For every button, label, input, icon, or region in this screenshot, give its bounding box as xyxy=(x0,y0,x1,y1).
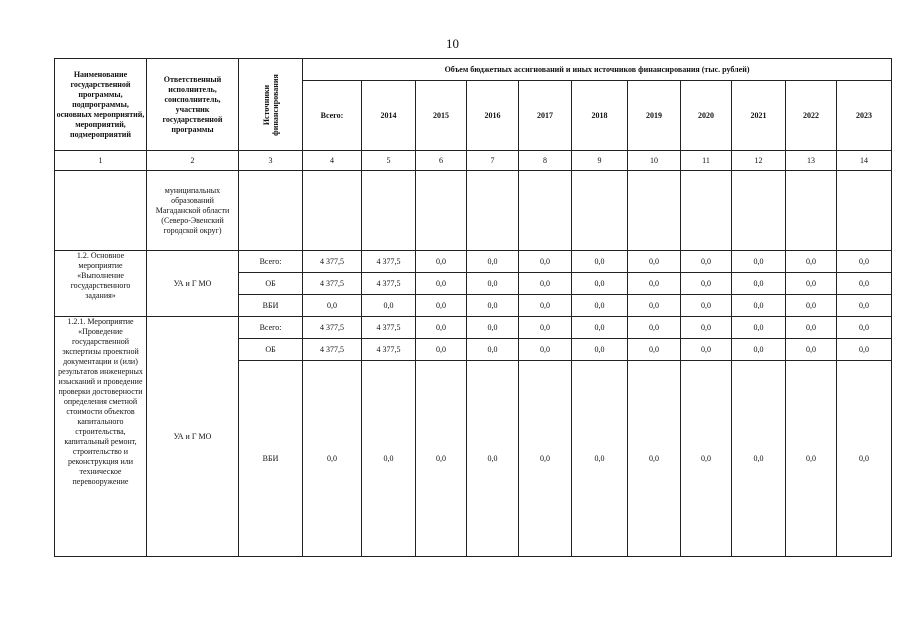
value-cell: 0,0 xyxy=(628,361,681,557)
header-total: Всего: xyxy=(303,81,362,151)
value-cell: 0,0 xyxy=(628,273,681,295)
header-year-2015: 2015 xyxy=(416,81,467,151)
value-cell: 0,0 xyxy=(681,295,732,317)
header-year-2017: 2017 xyxy=(519,81,572,151)
column-number: 3 xyxy=(239,151,303,171)
value-cell: 0,0 xyxy=(467,339,519,361)
header-financing-source xyxy=(239,59,303,151)
value-cell: 0,0 xyxy=(786,295,837,317)
value-cell: 0,0 xyxy=(732,361,786,557)
value-cell: 0,0 xyxy=(628,339,681,361)
value-cell: 0,0 xyxy=(837,361,892,557)
header-row-top xyxy=(55,59,892,81)
column-number: 12 xyxy=(732,151,786,171)
empty-cell xyxy=(519,171,572,251)
value-cell: 4 377,5 xyxy=(362,317,416,339)
header-budget-group: Объем бюджетных ассигнований и иных источников финансирования (тыс. рублей) xyxy=(303,59,892,81)
empty-cell xyxy=(681,171,732,251)
budget-table xyxy=(54,58,892,557)
value-cell: 0,0 xyxy=(837,339,892,361)
header-year-2023: 2023 xyxy=(837,81,892,151)
source-label: ВБИ xyxy=(239,361,303,557)
source-row xyxy=(55,251,892,273)
source-label: ОБ xyxy=(239,339,303,361)
empty-cell xyxy=(303,171,362,251)
empty-cell xyxy=(239,171,303,251)
header-financing-source-line2: финансирования xyxy=(270,73,280,136)
value-cell: 0,0 xyxy=(416,273,467,295)
empty-cell xyxy=(416,171,467,251)
value-cell: 4 377,5 xyxy=(303,339,362,361)
empty-cell xyxy=(572,171,628,251)
source-label: ОБ xyxy=(239,273,303,295)
value-cell: 0,0 xyxy=(732,251,786,273)
header-row-numbers xyxy=(55,151,892,171)
empty-cell xyxy=(467,171,519,251)
column-number: 9 xyxy=(572,151,628,171)
value-cell: 4 377,5 xyxy=(362,251,416,273)
column-number: 7 xyxy=(467,151,519,171)
value-cell: 0,0 xyxy=(416,339,467,361)
value-cell: 4 377,5 xyxy=(303,273,362,295)
source-label: Всего: xyxy=(239,317,303,339)
value-cell: 0,0 xyxy=(416,317,467,339)
value-cell: 0,0 xyxy=(732,295,786,317)
value-cell: 0,0 xyxy=(786,339,837,361)
value-cell: 0,0 xyxy=(681,251,732,273)
value-cell: 0,0 xyxy=(416,251,467,273)
value-cell: 0,0 xyxy=(628,295,681,317)
header-year-2022: 2022 xyxy=(786,81,837,151)
item-responsible: УА и Г МО xyxy=(147,251,239,317)
empty-cell xyxy=(732,171,786,251)
value-cell: 0,0 xyxy=(519,251,572,273)
value-cell: 4 377,5 xyxy=(362,339,416,361)
header-year-2021: 2021 xyxy=(732,81,786,151)
header-year-2016: 2016 xyxy=(467,81,519,151)
value-cell: 0,0 xyxy=(362,295,416,317)
header-responsible: Ответственный исполнитель, соисполнитель, участник государственной программы xyxy=(147,59,239,151)
value-cell: 0,0 xyxy=(519,317,572,339)
column-number: 13 xyxy=(786,151,837,171)
value-cell: 0,0 xyxy=(837,251,892,273)
item-name: 1.2.1. Мероприятие «Проведение государственной экспертизы проектной документации и (или) результатов инженерных изысканий и проведение проверки достоверности определения сметной стоимости объектов капитального строительства, капитальный ремонт, строительство и реконструкция или техническое перевооружение xyxy=(55,317,147,557)
value-cell: 0,0 xyxy=(572,273,628,295)
value-cell: 0,0 xyxy=(681,361,732,557)
value-cell: 0,0 xyxy=(416,361,467,557)
value-cell: 0,0 xyxy=(732,273,786,295)
value-cell: 0,0 xyxy=(837,273,892,295)
column-number: 2 xyxy=(147,151,239,171)
column-number: 4 xyxy=(303,151,362,171)
header-year-2019: 2019 xyxy=(628,81,681,151)
value-cell: 0,0 xyxy=(572,361,628,557)
value-cell: 0,0 xyxy=(786,273,837,295)
value-cell: 0,0 xyxy=(732,339,786,361)
page-number: 10 xyxy=(446,36,459,51)
value-cell: 0,0 xyxy=(681,339,732,361)
value-cell: 0,0 xyxy=(519,273,572,295)
value-cell: 0,0 xyxy=(628,317,681,339)
value-cell: 0,0 xyxy=(467,273,519,295)
value-cell: 0,0 xyxy=(416,295,467,317)
item-name: 1.2. Основное мероприятие «Выполнение государственного задания» xyxy=(55,251,147,317)
value-cell: 0,0 xyxy=(519,339,572,361)
column-number: 5 xyxy=(362,151,416,171)
continuation-row xyxy=(55,171,892,251)
empty-cell xyxy=(837,171,892,251)
value-cell: 0,0 xyxy=(572,295,628,317)
source-label: Всего: xyxy=(239,251,303,273)
column-number: 1 xyxy=(55,151,147,171)
column-number: 14 xyxy=(837,151,892,171)
value-cell: 0,0 xyxy=(837,317,892,339)
header-financing-source-line1: Источники xyxy=(261,84,271,125)
value-cell: 0,0 xyxy=(362,361,416,557)
value-cell: 0,0 xyxy=(732,317,786,339)
value-cell: 4 377,5 xyxy=(362,273,416,295)
source-row xyxy=(55,317,892,339)
value-cell: 0,0 xyxy=(467,251,519,273)
value-cell: 0,0 xyxy=(786,361,837,557)
value-cell: 0,0 xyxy=(519,361,572,557)
column-number: 11 xyxy=(681,151,732,171)
empty-cell xyxy=(786,171,837,251)
value-cell: 0,0 xyxy=(572,339,628,361)
header-year-2020: 2020 xyxy=(681,81,732,151)
value-cell: 4 377,5 xyxy=(303,251,362,273)
value-cell: 0,0 xyxy=(467,295,519,317)
empty-cell xyxy=(628,171,681,251)
header-year-2018: 2018 xyxy=(572,81,628,151)
source-label: ВБИ xyxy=(239,295,303,317)
header-program-name: Наименование государственной программы, подпрограммы, основных мероприятий, мероприятий, подмероприятий xyxy=(55,59,147,151)
value-cell: 0,0 xyxy=(519,295,572,317)
value-cell: 0,0 xyxy=(681,273,732,295)
column-number: 10 xyxy=(628,151,681,171)
value-cell: 0,0 xyxy=(467,317,519,339)
value-cell: 0,0 xyxy=(837,295,892,317)
value-cell: 0,0 xyxy=(303,295,362,317)
value-cell: 0,0 xyxy=(467,361,519,557)
column-number: 6 xyxy=(416,151,467,171)
value-cell: 0,0 xyxy=(572,251,628,273)
item-responsible: УА и Г МО xyxy=(147,317,239,557)
continuation-responsible: муниципальных образований Магаданской области (Северо-Эвенский городской округ) xyxy=(147,171,239,251)
continuation-name-cell xyxy=(55,171,147,251)
header-year-2014: 2014 xyxy=(362,81,416,151)
empty-cell xyxy=(362,171,416,251)
value-cell: 0,0 xyxy=(303,361,362,557)
column-number: 8 xyxy=(519,151,572,171)
value-cell: 0,0 xyxy=(786,251,837,273)
value-cell: 0,0 xyxy=(628,251,681,273)
value-cell: 0,0 xyxy=(572,317,628,339)
value-cell: 0,0 xyxy=(681,317,732,339)
value-cell: 4 377,5 xyxy=(303,317,362,339)
value-cell: 0,0 xyxy=(786,317,837,339)
